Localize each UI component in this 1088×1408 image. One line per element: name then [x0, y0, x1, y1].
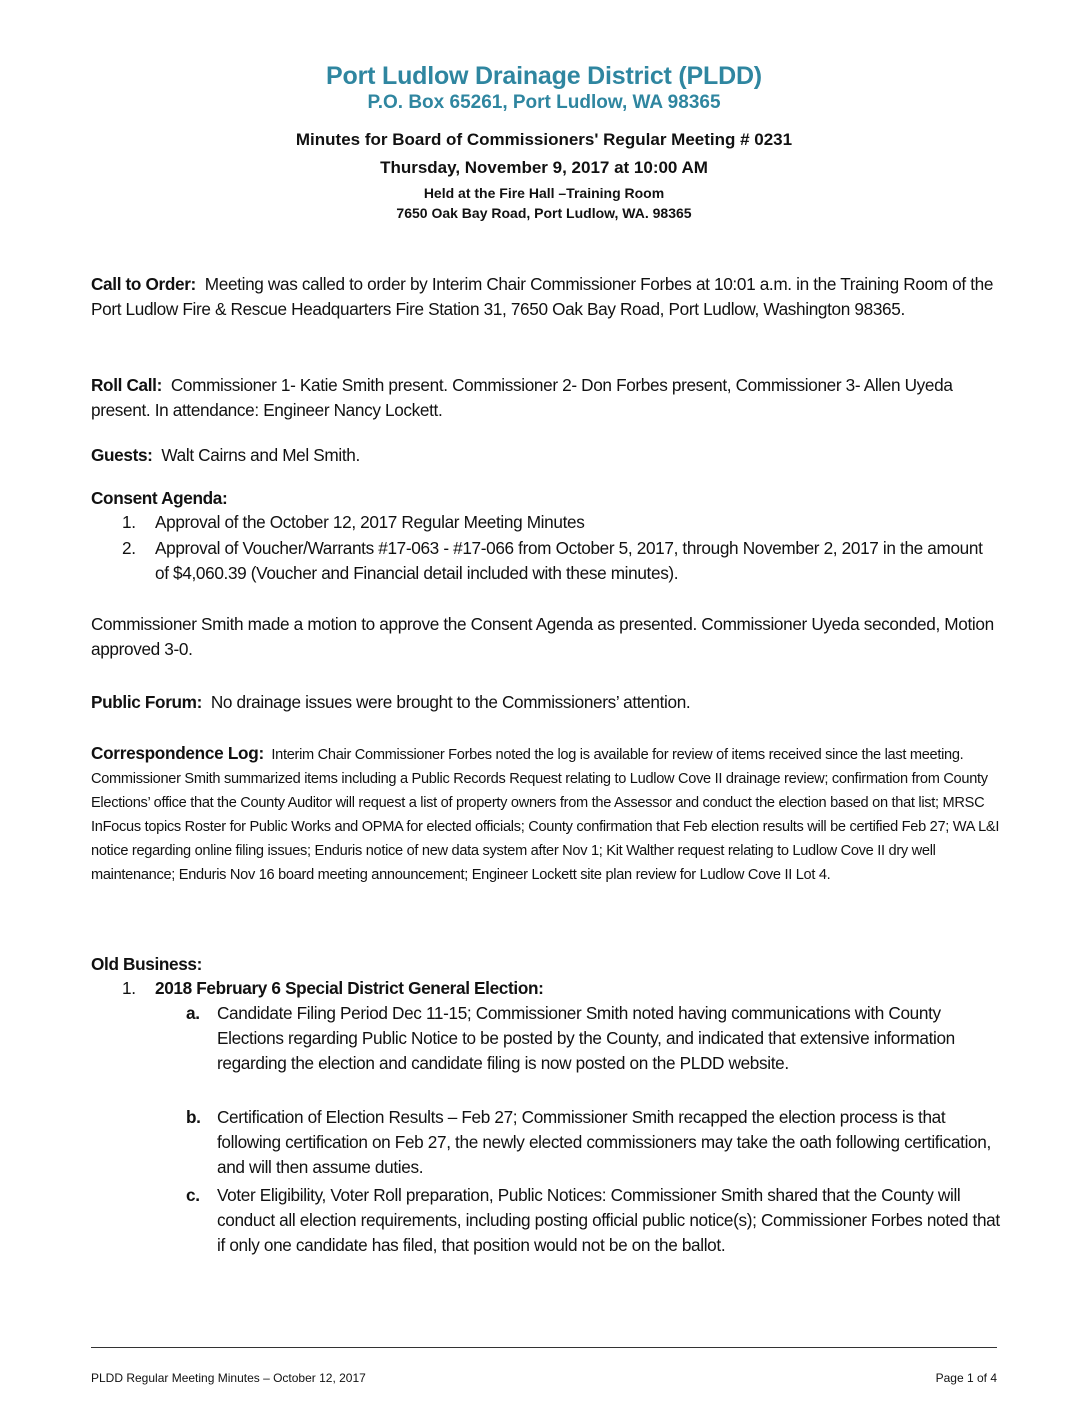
list-item-text: Approval of the October 12, 2017 Regular Meeting Minutes: [155, 512, 585, 532]
consent-agenda-label-row: [91, 486, 1001, 511]
guests-text: Walt Cairns and Mel Smith.: [161, 445, 360, 465]
organization-name: Port Ludlow Drainage District (PLDD): [326, 62, 762, 90]
list-item-text: Approval of Voucher/Warrants #17-063 - #17-066 from October 5, 2017, through November 2, 2017 in the amount of $4,060.39 (Voucher and Financial detail included with these minutes).: [155, 538, 983, 583]
document-title: Minutes for Board of Commissioners' Regular Meeting # 0231: [295, 130, 793, 149]
public-forum-text: No drainage issues were brought to the Commissioners’ attention.: [210, 692, 691, 712]
consent-agenda-label: Consent Agenda:: [91, 488, 228, 508]
meeting-location: 7650 Oak Bay Road, Port Ludlow, WA. 98365: [396, 205, 692, 221]
guests-section: [91, 443, 1001, 468]
roll-call-label: Roll Call:: [91, 375, 162, 395]
old-business-item: [120, 976, 1000, 1001]
footer-page-number: Page 1 of 4: [935, 1371, 997, 1385]
guests-label: Guests:: [91, 445, 153, 465]
old-business-subitem: [186, 1001, 1006, 1076]
subitem-label: a.: [186, 1003, 200, 1023]
organization-address: P.O. Box 65261, Port Ludlow, WA 98365: [367, 92, 721, 113]
footer-divider: [91, 1347, 997, 1348]
old-business-label: Old Business:: [91, 954, 203, 974]
list-number: 2.: [122, 538, 136, 558]
meeting-date: Thursday, November 9, 2017 at 10:00 AM: [380, 158, 708, 177]
correspondence-log-text: Interim Chair Commissioner Forbes noted the log is available for review of items received since the last meeting. Commissioner Smith summarized items including a Public Records Request relating to Ludlow Cove II drainage review; confirmation from County Elections’ office that the County Auditor will request a list of property owners from the Assessor and conduct the election based on that list; MRSC InFocus topics Roster for Public Works and OPMA for elected officials; County confirmation that Feb election results will be certified Feb 27; WA L&I notice regarding online filing issues; Enduris notice of new data system after Nov 1; Kit Walther request relating to Ludlow Cove II dry well maintenance; Enduris Nov 16 board meeting announcement; Engineer Lockett site plan review for Ludlow Cove II Lot 4.: [91, 747, 1000, 883]
old-business-item-title: 2018 February 6 Special District General Election:: [155, 978, 544, 998]
consent-agenda-item: [120, 536, 1000, 586]
public-forum-section: [91, 690, 1001, 715]
roll-call-section: [91, 373, 1001, 423]
call-to-order-label: Call to Order:: [91, 274, 196, 294]
list-number: 1.: [122, 512, 136, 532]
roll-call-text: Commissioner 1- Katie Smith present. Commissioner 2- Don Forbes present, Commissioner 3- Allen Uyeda present. In attendance: Engineer Nancy Lockett.: [91, 375, 953, 420]
correspondence-log-section: [91, 741, 1003, 887]
subitem-text: Voter Eligibility, Voter Roll preparation, Public Notices: Commissioner Smith shared that the County will conduct all election requirements, including posting official public notice(s); Commissioner Forbes noted that if only one candidate has filed, that position would not be on the ballot.: [217, 1185, 1000, 1255]
correspondence-log-label: Correspondence Log:: [91, 743, 264, 763]
subitem-label: c.: [186, 1185, 200, 1205]
subitem-text: Certification of Election Results – Feb 27; Commissioner Smith recapped the election process is that following certification on Feb 27, the newly elected commissioners may take the oath following certification, and will then assume duties.: [217, 1107, 991, 1177]
public-forum-label: Public Forum:: [91, 692, 202, 712]
consent-agenda-motion: Commissioner Smith made a motion to approve the Consent Agenda as presented. Commissioner Uyeda seconded, Motion approved 3-0.: [91, 614, 994, 659]
call-to-order-text: Meeting was called to order by Interim Chair Commissioner Forbes at 10:01 a.m. in the Training Room of the Port Ludlow Fire & Rescue Headquarters Fire Station 31, 7650 Oak Bay Road, Port Ludlow, Washington 98365.: [91, 274, 994, 319]
old-business-label-row: [91, 952, 1001, 977]
subitem-text: Candidate Filing Period Dec 11-15; Commissioner Smith noted having communications with County Elections regarding Public Notice to be posted by the County, and indicated that extensive information regarding the election and candidate filing is now posted on the PLDD website.: [217, 1003, 955, 1073]
meeting-venue: Held at the Fire Hall –Training Room: [423, 185, 665, 201]
old-business-subitem: [186, 1183, 1006, 1258]
list-number: 1.: [122, 978, 136, 998]
consent-agenda-item: [120, 510, 1000, 535]
subitem-label: b.: [186, 1107, 201, 1127]
call-to-order-section: [91, 272, 1001, 322]
footer-document-name: PLDD Regular Meeting Minutes – October 12, 2017: [91, 1371, 366, 1385]
old-business-subitem: [186, 1105, 1006, 1180]
